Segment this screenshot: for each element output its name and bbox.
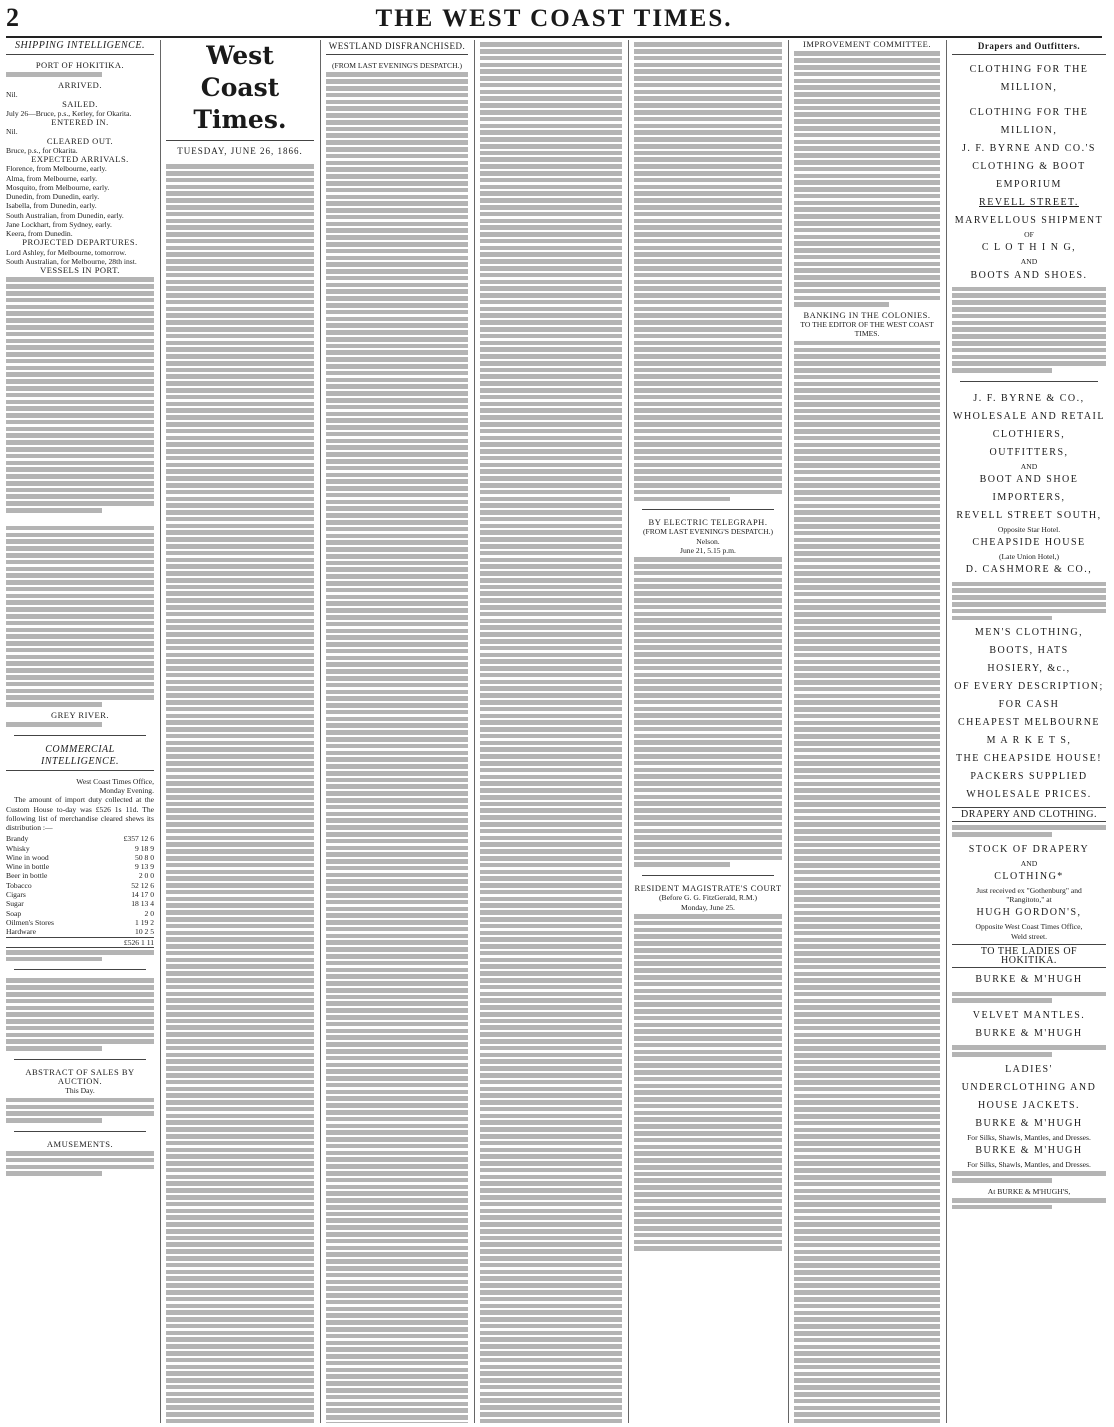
- ad-mens: MEN'S CLOTHING, BOOTS, HATS: [974, 627, 1084, 657]
- duty-item-name: Beer in bottle: [6, 871, 48, 881]
- ad-revell: REVELL STREET.: [979, 197, 1079, 208]
- abstract-heading: ABSTRACT OF SALES BY AUCTION.: [25, 1066, 135, 1087]
- ad-clothiers: CLOTHIERS, OUTFITTERS,: [989, 428, 1069, 458]
- ad-and-3: AND: [1020, 858, 1038, 868]
- ad-markets: M A R K E T S,: [986, 735, 1072, 747]
- expected-2: Alma, from Melbourne, early.: [6, 173, 98, 183]
- text-block: [166, 164, 314, 1423]
- ad-of: OF: [1024, 230, 1034, 239]
- ad-clothing: C L O T H I N G,: [981, 242, 1077, 254]
- duty-item-amount: 9 13 9: [135, 862, 154, 872]
- ad-cashmore: D. CASHMORE & CO.,: [965, 564, 1093, 576]
- cleared-heading: CLEARED OUT.: [46, 135, 114, 146]
- paper-title: THE WEST COAST TIMES.: [375, 5, 733, 32]
- duty-item-amount: 52 12 6: [131, 880, 154, 890]
- duty-item-amount: 2 0: [144, 908, 154, 918]
- expected-7: Jane Lockhart, from Sydney, early.: [6, 219, 112, 229]
- shipping-heading: SHIPPING INTELLIGENCE.: [6, 40, 154, 55]
- text-block: [6, 1098, 154, 1123]
- column-banking: [794, 40, 947, 1423]
- duty-row: [6, 909, 154, 918]
- column-leader: [166, 40, 321, 1423]
- ad-gothenburg: Just received ex "Gothenburg" and: [976, 885, 1082, 895]
- duty-item-amount: £357 12 6: [123, 834, 154, 844]
- grey-river-heading: GREY RIVER.: [50, 709, 110, 720]
- telegraph-heading: BY ELECTRIC TELEGRAPH.: [648, 517, 768, 528]
- leader-title: West Coast Times.: [166, 40, 314, 141]
- ad-clothing-million: CLOTHING FOR THE MILLION,: [969, 64, 1089, 93]
- telegraph-sub: (FROM LAST EVENING'S DESPATCH.): [642, 527, 774, 537]
- ad-for-cash: FOR CASH: [998, 699, 1060, 711]
- ad-velvet: VELVET MANTLES.: [972, 1010, 1086, 1022]
- banking-heading: BANKING IN THE COLONIES.: [803, 309, 931, 320]
- text-block: [6, 950, 154, 961]
- duty-row: [6, 927, 154, 937]
- ad-wholesale-prices: WHOLESALE PRICES.: [966, 789, 1092, 801]
- ad-hugh-gordon: HUGH GORDON'S,: [976, 907, 1082, 919]
- page-number: 2: [6, 3, 19, 32]
- sailed-entry: July 26—Bruce, p.s., Kerley, for Okarita.: [6, 108, 132, 118]
- duty-item-amount: 10 2 5: [135, 927, 154, 937]
- ad-late-union: (Late Union Hotel,): [998, 552, 1060, 562]
- ad-cheapest: CHEAPEST MELBOURNE: [957, 717, 1101, 729]
- columns: [6, 40, 1106, 1423]
- ad-revell-2: REVELL STREET SOUTH,: [956, 509, 1102, 521]
- ad-section-heading: Drapers and Outfitters.: [952, 40, 1106, 55]
- ad-at-burke: At BURKE & M'HUGH'S,: [987, 1186, 1071, 1196]
- ad-and-2: AND: [1020, 461, 1038, 471]
- text-block: [6, 978, 154, 1050]
- banking-sub: TO THE EDITOR OF THE WEST COAST TIMES.: [800, 320, 934, 339]
- entered-heading: ENTERED IN.: [51, 117, 109, 128]
- ad-opposite: Opposite Star Hotel.: [997, 524, 1061, 534]
- text-block: [952, 582, 1106, 621]
- amusements-heading: AMUSEMENTS.: [46, 1138, 114, 1149]
- ad-burke-3: BURKE & M'HUGH: [975, 1117, 1083, 1129]
- ad-emporium: CLOTHING & BOOT EMPORIUM: [972, 161, 1086, 190]
- ad-rangitoto: "Rangitoto," at: [1006, 895, 1052, 905]
- telegraph-date: June 21, 5.15 p.m.: [680, 545, 736, 555]
- duty-item-amount: 2 0 0: [138, 871, 154, 881]
- ad-burke-1: BURKE & M'HUGH: [975, 974, 1083, 986]
- ad-weld: Weld street.: [1010, 931, 1048, 941]
- nil-text: Nil.: [6, 90, 18, 100]
- in-port-heading: VESSELS IN PORT.: [40, 265, 120, 276]
- duty-row: [6, 834, 154, 843]
- court-date: Monday, June 25.: [681, 902, 735, 912]
- ad-cheapside-2: THE CHEAPSIDE HOUSE!: [955, 753, 1103, 765]
- duty-item-name: Oilmen's Stores: [6, 917, 54, 927]
- duty-total: £526 1 11: [123, 937, 154, 947]
- ad-ladies-under: LADIES' UNDERCLOTHING AND: [961, 1063, 1097, 1093]
- expected-8: Keera, from Dunedin.: [6, 229, 73, 239]
- duty-item-name: Whisky: [6, 843, 30, 853]
- ad-byrne: J. F. BYRNE AND CO.'S: [962, 143, 1096, 154]
- duty-item-amount: 9 18 9: [135, 843, 154, 853]
- ad-marvellous: MARVELLOUS SHIPMENT: [954, 215, 1104, 226]
- duty-item-amount: 18 13 4: [131, 899, 154, 909]
- duty-row: [6, 871, 154, 880]
- duty-item-name: Wine in wood: [6, 852, 49, 862]
- text-block: [794, 341, 940, 1423]
- text-block: [952, 1045, 1106, 1056]
- text-block: [794, 51, 940, 307]
- duty-item-name: Soap: [6, 908, 22, 918]
- masthead: [6, 0, 1102, 38]
- duty-row: [6, 899, 154, 908]
- ad-hosiery: HOSIERY, &c.,: [987, 663, 1071, 675]
- ad-opposite-wct: Opposite West Coast Times Office,: [975, 922, 1083, 932]
- text-block: [6, 526, 154, 707]
- expected-heading: EXPECTED ARRIVALS.: [31, 154, 129, 165]
- duty-item-amount: 1 19 2: [135, 917, 154, 927]
- projected-heading: PROJECTED DEPARTURES.: [22, 237, 138, 248]
- ad-every: OF EVERY DESCRIPTION;: [954, 681, 1104, 693]
- duty-row: [6, 881, 154, 890]
- column-telegraph: [634, 40, 789, 1423]
- nil-text: Nil.: [6, 127, 18, 137]
- text-block: [6, 1151, 154, 1176]
- duty-item-name: Hardware: [6, 927, 36, 937]
- telegraph-place: Nelson.: [696, 536, 720, 546]
- duty-item-name: Tobacco: [6, 880, 32, 890]
- duty-row: [6, 844, 154, 853]
- text-block: [326, 72, 468, 1423]
- text-block: [480, 42, 622, 1423]
- duty-item-name: Sugar: [6, 899, 24, 909]
- expected-5: Isabella, from Dunedin, early.: [6, 201, 97, 211]
- expected-4: Dunedin, from Dunedin, early.: [6, 192, 100, 202]
- commercial-office: West Coast Times Office,: [76, 776, 154, 786]
- commercial-intro: The amount of import duty collected at the Custom House to-day was £526 1s 11d. The following list of merchandise cleared shews its distribution :—: [6, 795, 154, 832]
- column-ads: [952, 40, 1106, 1423]
- ad-burke-2: BURKE & M'HUGH: [975, 1028, 1083, 1040]
- ad-clothing-2: CLOTHING*: [994, 870, 1064, 882]
- expected-1: Florence, from Melbourne, early.: [6, 164, 107, 174]
- cleared-entry: Bruce, p.s., for Okarita.: [6, 145, 78, 155]
- duty-row: [6, 890, 154, 899]
- column-news: [480, 40, 629, 1423]
- abstract-day: This Day.: [65, 1086, 95, 1096]
- ad-drapery-clothing: DRAPERY AND CLOTHING.: [952, 807, 1106, 822]
- ad-ladies: TO THE LADIES OF HOKITIKA.: [952, 944, 1106, 969]
- column-westland: [326, 40, 475, 1423]
- sailed-heading: SAILED.: [62, 98, 98, 109]
- leader-date: TUESDAY, JUNE 26, 1866.: [177, 146, 303, 156]
- column-shipping: [6, 40, 161, 1423]
- text-block: [952, 992, 1106, 1003]
- ad-house-jackets: HOUSE JACKETS.: [977, 1099, 1081, 1111]
- projected-2: South Australian, for Melbourne, 28th inst.: [6, 256, 137, 266]
- duty-item-name: Brandy: [6, 834, 29, 844]
- westland-heading: WESTLAND DISFRANCHISED.: [326, 40, 468, 55]
- duty-row: [6, 918, 154, 927]
- ad-boots-shoes: BOOTS AND SHOES.: [970, 269, 1088, 281]
- duty-row: [6, 853, 154, 862]
- duty-table: [6, 834, 154, 948]
- text-block: [952, 1198, 1106, 1209]
- ad-cheapside: CHEAPSIDE HOUSE: [972, 537, 1086, 549]
- commercial-heading: COMMERCIAL INTELLIGENCE.: [6, 744, 154, 771]
- westland-sub: (FROM LAST EVENING'S DESPATCH.): [331, 61, 463, 70]
- duty-item-name: Wine in bottle: [6, 862, 50, 872]
- ad-boot-importers: BOOT AND SHOE IMPORTERS,: [979, 473, 1079, 503]
- projected-1: Lord Ashley, for Melbourne, tomorrow.: [6, 247, 127, 257]
- text-block: [6, 722, 154, 727]
- ad-stock: STOCK OF DRAPERY: [968, 843, 1090, 855]
- port-heading: PORT OF HOKITIKA.: [35, 60, 125, 70]
- commercial-day: Monday Evening.: [99, 786, 154, 795]
- text-block: [634, 914, 782, 1251]
- improvement-heading: IMPROVEMENT COMMITTEE.: [803, 40, 931, 49]
- ad-packers: PACKERS SUPPLIED: [970, 771, 1088, 783]
- court-sub: (Before G. G. FitzGerald, R.M.): [658, 893, 758, 903]
- court-heading: RESIDENT MAGISTRATE'S COURT: [634, 883, 782, 894]
- ad-burke-4: BURKE & M'HUGH: [975, 1144, 1083, 1156]
- text-block: [952, 825, 1106, 836]
- duty-item-name: Cigars: [6, 890, 26, 900]
- text-block: [634, 557, 782, 867]
- ad-clothing-million-2: CLOTHING FOR THE MILLION,: [969, 107, 1089, 136]
- text-block: [952, 287, 1106, 373]
- text-block: [952, 1171, 1106, 1182]
- duty-row: [6, 862, 154, 871]
- text-block: [6, 72, 154, 77]
- ad-and: AND: [1020, 257, 1038, 267]
- ad-byrne-2: J. F. BYRNE & CO.,: [973, 392, 1085, 404]
- text-block: [6, 277, 154, 512]
- arrived-heading: ARRIVED.: [58, 80, 102, 91]
- duty-item-amount: 50 8 0: [135, 852, 154, 862]
- expected-6: South Australian, from Dunedin, early.: [6, 210, 124, 220]
- text-block: [634, 42, 782, 501]
- ad-silks: For Silks, Shawls, Mantles, and Dresses.: [967, 1132, 1091, 1142]
- ad-wholesale: WHOLESALE AND RETAIL: [953, 410, 1105, 422]
- ad-silks-2: For Silks, Shawls, Mantles, and Dresses.: [967, 1159, 1091, 1169]
- expected-3: Mosquito, from Melbourne, early.: [6, 182, 110, 192]
- duty-item-amount: 14 17 0: [131, 890, 154, 900]
